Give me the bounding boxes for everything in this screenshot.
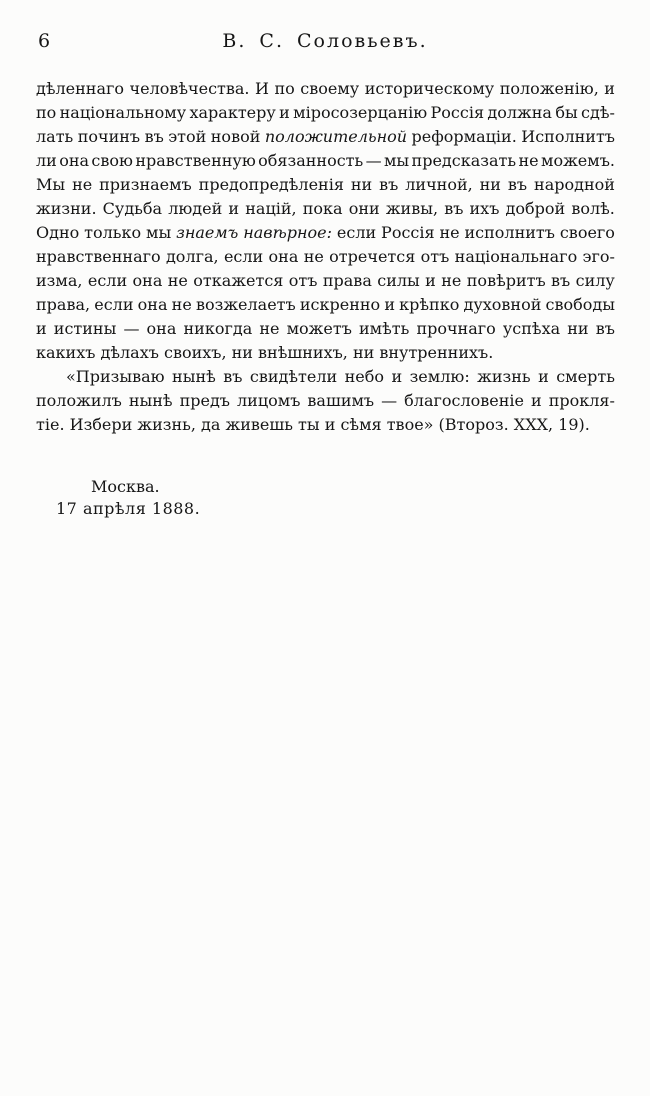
word: предсказать bbox=[411, 151, 517, 170]
word: народной bbox=[534, 175, 615, 194]
word: въ bbox=[595, 319, 615, 338]
running-header: В. С. Соловьевъ. bbox=[222, 30, 428, 52]
word: національному bbox=[59, 103, 187, 122]
text-line bbox=[36, 317, 615, 341]
text-line bbox=[36, 149, 615, 173]
word: повѣритъ bbox=[466, 271, 546, 290]
word: отречется bbox=[329, 247, 416, 266]
word: и bbox=[279, 103, 290, 122]
word: въ bbox=[223, 367, 243, 386]
text-line bbox=[36, 125, 615, 149]
word: ни bbox=[567, 319, 589, 338]
word: если bbox=[336, 223, 377, 242]
word: въ bbox=[551, 271, 571, 290]
word: можемъ. bbox=[541, 151, 615, 170]
word: не bbox=[441, 271, 462, 290]
word: успѣха bbox=[502, 319, 561, 338]
word: смерть bbox=[556, 367, 615, 386]
word: искренно bbox=[299, 295, 381, 314]
word: предопредѣленія bbox=[198, 175, 344, 194]
text-line bbox=[36, 197, 615, 221]
word: признаемъ bbox=[99, 175, 192, 194]
word: доброй bbox=[505, 199, 566, 218]
word: положилъ bbox=[36, 391, 122, 410]
word: реформаціи. bbox=[411, 127, 517, 146]
word: не bbox=[72, 175, 93, 194]
word: и bbox=[228, 199, 240, 218]
word: и bbox=[36, 319, 47, 338]
word: она bbox=[146, 319, 177, 338]
word: по bbox=[36, 103, 57, 122]
word: права, bbox=[36, 295, 91, 314]
word: «Призываю bbox=[66, 367, 165, 386]
signoff-place: Москва. bbox=[91, 477, 160, 496]
word: никогда bbox=[183, 319, 253, 338]
word: прокля- bbox=[548, 391, 615, 410]
body-text bbox=[36, 77, 615, 437]
word: въ bbox=[379, 175, 399, 194]
word: можетъ bbox=[286, 319, 352, 338]
text-line bbox=[36, 341, 615, 365]
word: нынѣ bbox=[128, 391, 173, 410]
word: силу bbox=[575, 271, 615, 290]
word: свободы bbox=[545, 295, 615, 314]
word: и bbox=[391, 367, 403, 386]
word: людей bbox=[168, 199, 223, 218]
word: они bbox=[348, 199, 380, 218]
word: обязанность bbox=[258, 151, 364, 170]
word: пока bbox=[302, 199, 343, 218]
text-segment: тіе. Избери жизнь, да живешь ты и сѣмя твое» (Второз. XXX, 19). bbox=[36, 415, 590, 434]
text-line bbox=[36, 221, 615, 245]
word: предъ bbox=[179, 391, 230, 410]
word: этой bbox=[168, 127, 207, 146]
word: духовной bbox=[463, 295, 542, 314]
text-line bbox=[36, 365, 615, 389]
word: человѣчества. bbox=[129, 79, 250, 98]
word: землю: bbox=[409, 367, 470, 386]
word: нравственную bbox=[135, 151, 256, 170]
italic-word: положительной bbox=[264, 127, 408, 146]
word: и bbox=[604, 79, 615, 98]
word: Исполнитъ bbox=[521, 127, 615, 146]
word: исполнитъ bbox=[464, 223, 555, 242]
word: она bbox=[268, 247, 299, 266]
paragraph bbox=[36, 77, 615, 365]
word: только bbox=[84, 223, 142, 242]
text-line bbox=[36, 77, 615, 101]
word: откажется bbox=[193, 271, 284, 290]
word: міросозерцанію bbox=[293, 103, 428, 122]
word: историческому bbox=[364, 79, 495, 98]
italic-word: знаемъ bbox=[176, 223, 239, 242]
word: долга, bbox=[165, 247, 219, 266]
word: своего bbox=[559, 223, 615, 242]
word: вашимъ bbox=[307, 391, 375, 410]
text-segment: какихъ дѣлахъ своихъ, ни внѣшнихъ, ни внутреннихъ. bbox=[36, 343, 494, 362]
word: своему bbox=[300, 79, 360, 98]
word: въ bbox=[444, 199, 464, 218]
word: бы bbox=[555, 103, 578, 122]
word: ни bbox=[479, 175, 501, 194]
word: волѣ. bbox=[571, 199, 615, 218]
word: Мы bbox=[36, 175, 66, 194]
text-line bbox=[36, 293, 615, 317]
word: — bbox=[365, 151, 382, 170]
text-line bbox=[36, 269, 615, 293]
word: возжелаетъ bbox=[195, 295, 296, 314]
word: дѣленнаго bbox=[36, 79, 125, 98]
word: въ bbox=[144, 127, 164, 146]
word: національнаго bbox=[454, 247, 578, 266]
paragraph bbox=[36, 365, 615, 437]
word: не bbox=[171, 295, 192, 314]
word: лицомъ bbox=[237, 391, 301, 410]
word: силы bbox=[377, 271, 420, 290]
word: она bbox=[132, 271, 163, 290]
word: свидѣтели bbox=[249, 367, 338, 386]
italic-word: навѣрное: bbox=[243, 223, 332, 242]
word: она bbox=[59, 151, 90, 170]
word: права bbox=[322, 271, 372, 290]
word: если bbox=[87, 271, 128, 290]
word: не bbox=[439, 223, 460, 242]
word: Одно bbox=[36, 223, 80, 242]
word: починъ bbox=[77, 127, 141, 146]
word: лать bbox=[36, 127, 74, 146]
word: не bbox=[303, 247, 324, 266]
word: нравственнаго bbox=[36, 247, 161, 266]
text-line bbox=[36, 245, 615, 269]
word: истины bbox=[53, 319, 117, 338]
word: — bbox=[381, 391, 398, 410]
word: ни bbox=[350, 175, 373, 194]
word: благословеніе bbox=[404, 391, 524, 410]
word: новой bbox=[210, 127, 261, 146]
signoff-date: 17 апрѣля 1888. bbox=[56, 499, 201, 518]
word: жизни. bbox=[36, 199, 97, 218]
word: если bbox=[223, 247, 264, 266]
word: крѣпко bbox=[399, 295, 460, 314]
word: положенію, bbox=[499, 79, 599, 98]
word: эго- bbox=[582, 247, 615, 266]
signoff bbox=[36, 476, 200, 520]
word: жизнь bbox=[477, 367, 531, 386]
word: не bbox=[167, 271, 188, 290]
word: изма, bbox=[36, 271, 83, 290]
word: мы bbox=[146, 223, 172, 242]
word: и bbox=[384, 295, 395, 314]
word: она bbox=[137, 295, 168, 314]
word: и bbox=[425, 271, 436, 290]
word: мы bbox=[383, 151, 410, 170]
word: нынѣ bbox=[172, 367, 216, 386]
word: И bbox=[255, 79, 269, 98]
word: и bbox=[531, 391, 542, 410]
text-line bbox=[36, 389, 615, 413]
word: отъ bbox=[288, 271, 318, 290]
word: должна bbox=[487, 103, 552, 122]
word: — bbox=[123, 319, 140, 338]
word: не bbox=[259, 319, 280, 338]
word: по bbox=[274, 79, 295, 98]
word: характеру bbox=[189, 103, 276, 122]
text-line bbox=[36, 173, 615, 197]
text-line bbox=[36, 101, 615, 125]
word: отъ bbox=[420, 247, 450, 266]
word: личной, bbox=[405, 175, 473, 194]
word: Россія bbox=[430, 103, 485, 122]
word: Судьба bbox=[102, 199, 163, 218]
word: ли bbox=[36, 151, 57, 170]
word: прочнаго bbox=[416, 319, 496, 338]
word: небо bbox=[344, 367, 384, 386]
word: въ bbox=[507, 175, 528, 194]
word: націй, bbox=[245, 199, 297, 218]
word: свою bbox=[91, 151, 133, 170]
word: сдѣ- bbox=[581, 103, 615, 122]
page-number: 6 bbox=[38, 30, 51, 52]
text-line bbox=[36, 413, 615, 437]
word: имѣть bbox=[359, 319, 410, 338]
word: не bbox=[518, 151, 539, 170]
word: если bbox=[94, 295, 134, 314]
word: живы, bbox=[385, 199, 439, 218]
word: Россія bbox=[381, 223, 435, 242]
word: и bbox=[538, 367, 549, 386]
word: ихъ bbox=[469, 199, 500, 218]
